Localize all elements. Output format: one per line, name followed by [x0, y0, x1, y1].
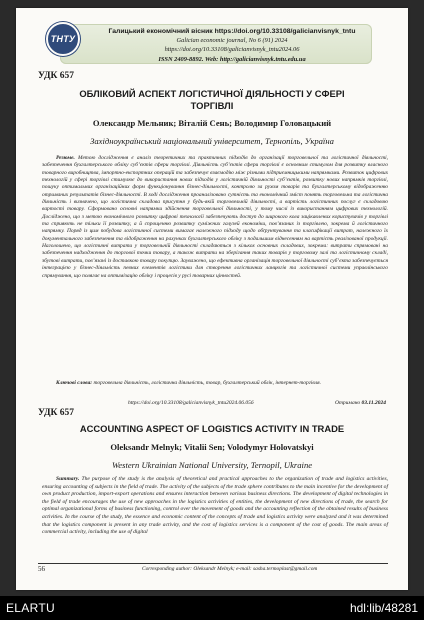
keywords-label: Ключові слова:	[56, 380, 93, 386]
summary-text: The purpose of the study is the analysis of theoretical and practical approaches to the organization of trade and logistics activities, ensuring accounting of subjects in the field of trade. The activity of the subjects of the trade sphere contributes to the main incentive for the development of own product production, import-export operations and ensures interaction between various business directions. The development of digital technologies in the field of trade encourages the use of new approaches in the logistics activities of entities, the development of new directions of trade, the search for optimal organizational forms of business functioning, control over the movement of goods and the accounting reflection of the obtained results of business activities. In the course of the study, the essence and economic content of the concepts of trade and logistics activity were analyzed and it was determined that the logistics component is present in any trade activity, and the cost of logistics services is a component of the cost of goods. The main areas of commercial activity, including the use of digital	[42, 476, 389, 536]
handle-id[interactable]: hdl:lib/48281	[349, 601, 418, 615]
title-uk-line2: ТОРГІВЛІ	[190, 100, 234, 111]
keywords-uk	[42, 380, 388, 387]
university-logo	[46, 22, 80, 56]
abstract-text: Метою дослідження є аналіз теоретичних та практичних підходів до організації торговельної та логістичної діяльності, забезпечення бухгалтерського обліку суб’єктів сфери торгівлі. Діяльність суб’єктів сфери торгівлі є основним стимулом для розвитку власного товарного виробництва, імпортно-експортних операцій та забезпечує взаємодію між різними підприємницькими напрямками. Розвиток цифрових технологій у сфері торгівлі стимулює до використання нових підходів у логістичній діяльності суб’єктів, розвитку нових напрямків торгівлі, пошуку оптимальних організаційних форм функціонування бізнес-діяльності, контролю за рухом товарів та бухгалтерському відображенню отриманих результатів бізнес-діяльності. В ході дослідження проаналізовано сутність та економічний зміст понять торговельна та логістична діяльність і визначено, що логістична складова присутня у будь-якій торговельній діяльності, а вартість логістичних послуг є складовою вартості товару. Сформовано основні напрямки здійснення торговельної діяльності, у тому числі із використанням цифрових технологій. Досліджено, що з метою економічного розвитку цифрові технології забезпечують доступ до широкого кола зацікавлених користувачів у торгівлі та сприяють не тільки її розвитку, а й спрощенню розвитку суміжних галузей економіки, пов’язаних із торгівлею, зокрема й логістичного напрямку. Поряд із цим побудова логістичної системи вимагає належного підходу щодо обґрунтування та класифікації витрат, належного їх документального забезпечення та відображення на рахунках бухгалтерського обліку з подальшим віднесенням на вартість реалізованої продукції. Наголошено, що логістичні витрати у торговельній діяльності складаються з кількох основних складових, зокрема: витрати спрямовані на забезпечення надходження до торгової точки товару, а також витрати на зберігання таких товарів у торговому залі та логістичному складі, збутові витрати, пов’язані із доставкою товару покупцю. Зауважено, що ефективна організація торговельної діяльності суб’єкта забезпечується інтеграцією у бізнес-діяльність певних елементів логістики для створення логістичних ланцюгів та логістичної системи управлінського спрямування, що полягає на оптимізацію обліку і процесів у русі товарних цінностей.	[42, 155, 388, 279]
footer-divider	[38, 563, 388, 564]
title-uk-line1: ОБЛІКОВИЙ АСПЕКТ ЛОГІСТИЧНОЇ ДІЯЛЬНОСТІ У СФЕРІ	[79, 88, 345, 99]
article-title-en: ACCOUNTING ASPECT OF LOGISTICS ACTIVITY IN TRADE	[79, 423, 345, 434]
udk-code-en: УДК 657	[38, 408, 75, 418]
authors-uk: Олександр Мельник; Віталій Сень; Володимир Головацький	[92, 118, 332, 128]
article-title-uk	[56, 88, 368, 112]
summary-en	[42, 476, 388, 537]
summary-label: Summary.	[56, 476, 80, 482]
affiliation-en: Western Ukrainian National University, Ternopil, Ukraine	[111, 460, 313, 470]
received-date: Отримано 03.11.2024	[334, 400, 386, 406]
repository-bar	[0, 596, 424, 620]
journal-issn-line: ISSN 2409-8892. Web: http://galicianvisnyk.tntu.edu.ua	[158, 55, 306, 63]
affiliation-uk: Західноукраїнський національний університет, Тернопіль, Україна	[90, 136, 334, 146]
journal-doi-line: https://doi.org/10.33108/galicianvisnyk_tntu2024.06	[164, 46, 300, 54]
page-number: 56	[38, 565, 45, 573]
corresponding-author-note: Corresponding author: Oleksandr Melnyk; e-mail: sasha.termoplast@gmail.com	[142, 566, 318, 572]
abstract-uk	[42, 155, 388, 280]
repository-name: ELARTU	[6, 601, 55, 615]
journal-title-line: Галицький економічний вісник https://doi.org/10.33108/galicianvisnyk_tntu	[108, 28, 356, 35]
logo-text: ТНТУ	[50, 34, 76, 44]
abstract-label: Резюме.	[56, 155, 75, 161]
journal-header-text	[96, 27, 368, 64]
authors-en: Oleksandr Melnyk; Vitalii Sen; Volodymyr Holovatskyi	[110, 442, 314, 452]
article-doi-link[interactable]: https://doi.org/10.33108/galicianvisnyk_tntu2024.06.056	[128, 400, 254, 406]
document-page	[16, 8, 408, 590]
journal-issue-line: Galician economic journal, No 6 (91) 2024	[176, 37, 288, 45]
udk-code-uk: УДК 657	[38, 71, 75, 81]
keywords-text: торговельна діяльність, логістична діяльність, товар, бухгалтерський облік, інтернет-торгівля.	[93, 380, 321, 386]
